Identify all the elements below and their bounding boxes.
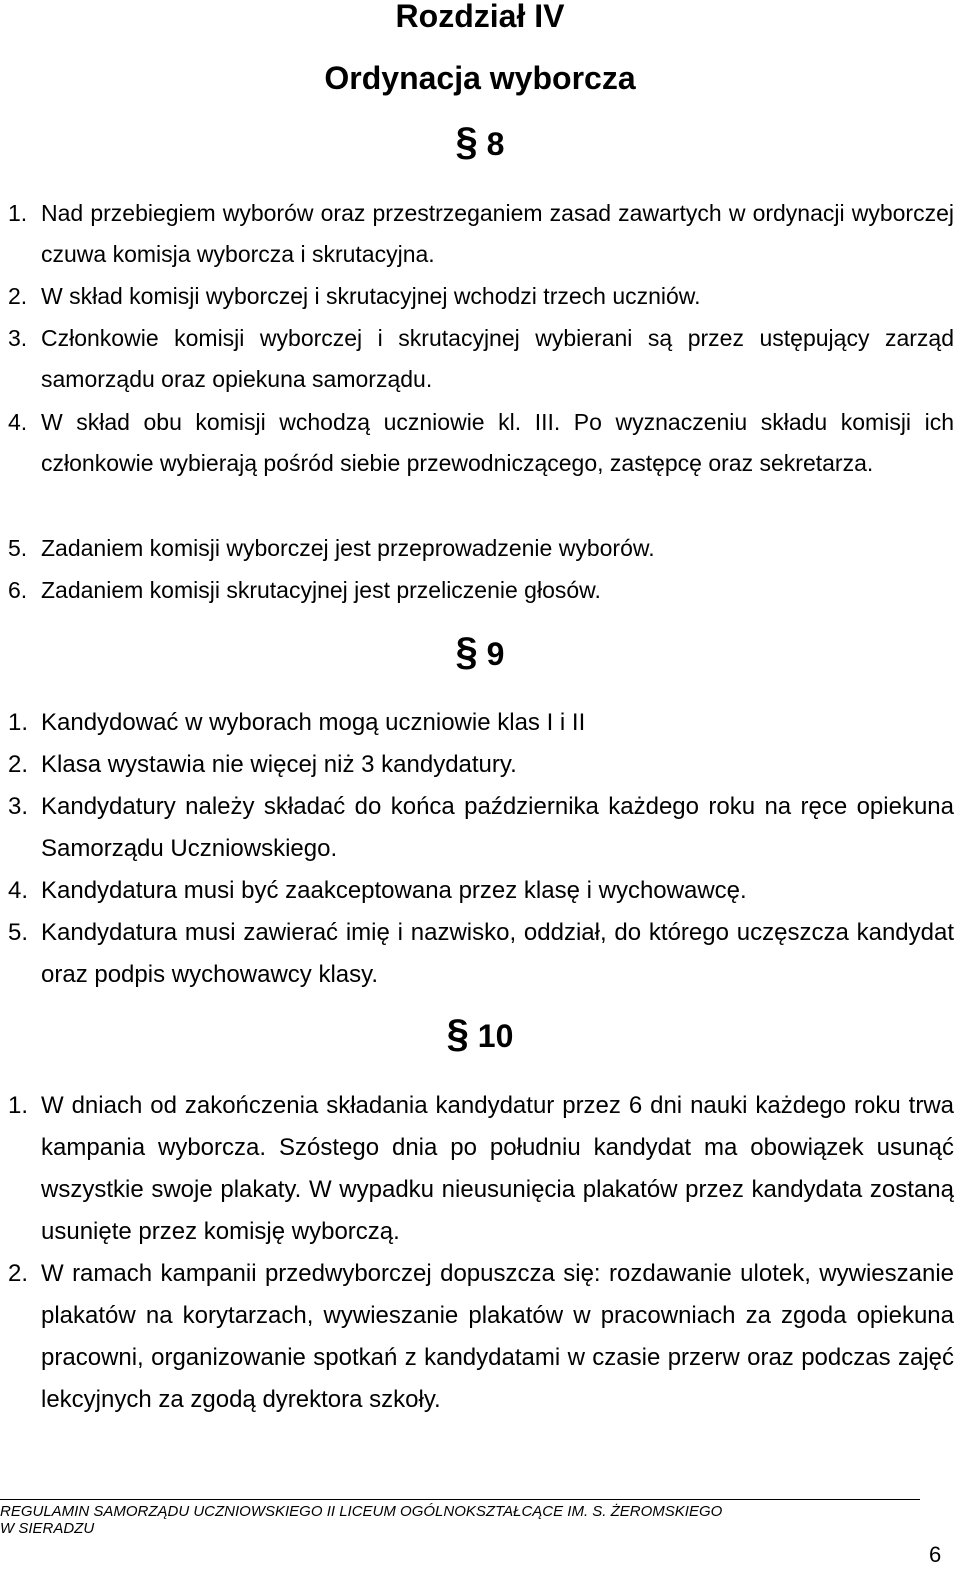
item-text: Kandydować w wyborach mogą uczniowie klas I i II xyxy=(41,709,586,736)
section-sign: § xyxy=(455,630,478,674)
item-text: Zadaniem komisji wyborczej jest przeprowadzenie wyborów. xyxy=(41,535,655,561)
section-sign: § xyxy=(455,120,478,164)
list-item xyxy=(8,744,954,786)
chapter-title: Ordynacja wyborcza xyxy=(324,60,636,96)
list-item xyxy=(8,570,954,611)
list-item xyxy=(8,193,954,275)
item-number: 6. xyxy=(8,577,28,603)
chapter-number: Rozdział IV xyxy=(395,0,565,34)
item-number: 1. xyxy=(8,1092,29,1119)
list-item xyxy=(8,786,954,870)
item-number: 3. xyxy=(8,325,28,351)
paragraph-number: 9 xyxy=(486,636,505,672)
page-number: 6 xyxy=(929,1542,942,1567)
list-item xyxy=(8,402,954,484)
item-text: Klasa wystawia nie więcej niż 3 kandydatury. xyxy=(41,751,517,778)
item-number: 4. xyxy=(8,877,29,904)
footer-divider xyxy=(0,1499,920,1500)
paragraph-number: 10 xyxy=(477,1018,514,1054)
item-text: Kandydatury należy składać do końca października każdego roku na ręce opiekuna Samorządu Uczniowskiego. xyxy=(41,793,954,862)
footer-line-1: REGULAMIN SAMORZĄDU UCZNIOWSKIEGO II LICEUM OGÓLNOKSZTAŁCĄCE IM. S. ŻEROMSKIEGO xyxy=(0,1503,723,1520)
item-number: 5. xyxy=(8,535,28,561)
paragraph-heading-10 xyxy=(0,1012,960,1056)
footer-line-2: W SIERADZU xyxy=(0,1520,95,1537)
list-item xyxy=(8,1253,954,1421)
footer xyxy=(0,1503,900,1537)
list-item xyxy=(8,702,954,744)
section-sign: § xyxy=(446,1012,469,1056)
list-item xyxy=(8,870,954,912)
item-text: Kandydatura musi być zaakceptowana przez klasę i wychowawcę. xyxy=(41,877,747,904)
item-text: Nad przebiegiem wyborów oraz przestrzeganiem zasad zawartych w ordynacji wyborczej czuwa komisja wyborcza i skrutacyjna. xyxy=(41,200,954,267)
item-number: 3. xyxy=(8,793,29,820)
item-number: 1. xyxy=(8,709,29,736)
item-number: 2. xyxy=(8,751,29,778)
list-item xyxy=(8,318,954,400)
list-item xyxy=(8,1085,954,1253)
item-text: Kandydatura musi zawierać imię i nazwisko, oddział, do którego uczęszcza kandydat oraz podpis wychowawcy klasy. xyxy=(41,919,954,988)
paragraph-number: 8 xyxy=(486,126,505,162)
list-item xyxy=(8,528,954,569)
item-text: W ramach kampanii przedwyborczej dopuszcza się: rozdawanie ulotek, wywieszanie plakatów na korytarzach, wywieszanie plakatów w pracowniach za zgoda opiekuna pracowni, organizowanie spotkań z kandydatami w czasie przerw oraz podczas zajęć lekcyjnych za zgodą dyrektora szkoły. xyxy=(41,1260,954,1413)
item-text: W dniach od zakończenia składania kandydatur przez 6 dni nauki każdego roku trwa kampania wyborcza. Szóstego dnia po południu kandydat ma obowiązek usunąć wszystkie swoje plakaty. W wypadku nieusunięcia plakatów przez kandydata zostaną usunięte przez komisję wyborczą. xyxy=(41,1092,954,1245)
list-item xyxy=(8,276,954,317)
item-text: W skład komisji wyborczej i skrutacyjnej wchodzi trzech uczniów. xyxy=(41,283,701,309)
item-number: 2. xyxy=(8,1260,29,1287)
item-number: 4. xyxy=(8,409,28,435)
item-text: Członkowie komisji wyborczej i skrutacyjnej wybierani są przez ustępujący zarząd samorządu oraz opiekuna samorządu. xyxy=(41,325,954,392)
item-number: 2. xyxy=(8,283,28,309)
paragraph-heading-9 xyxy=(0,630,960,674)
paragraph-heading-8 xyxy=(0,120,960,164)
item-number: 5. xyxy=(8,919,29,946)
item-number: 1. xyxy=(8,200,28,226)
item-text: Zadaniem komisji skrutacyjnej jest przeliczenie głosów. xyxy=(41,577,601,603)
item-text: W skład obu komisji wchodzą uczniowie kl. III. Po wyznaczeniu składu komisji ich członkowie wybierają pośród siebie przewodniczącego, zastępcę oraz sekretarza. xyxy=(41,409,954,476)
list-item xyxy=(8,912,954,996)
